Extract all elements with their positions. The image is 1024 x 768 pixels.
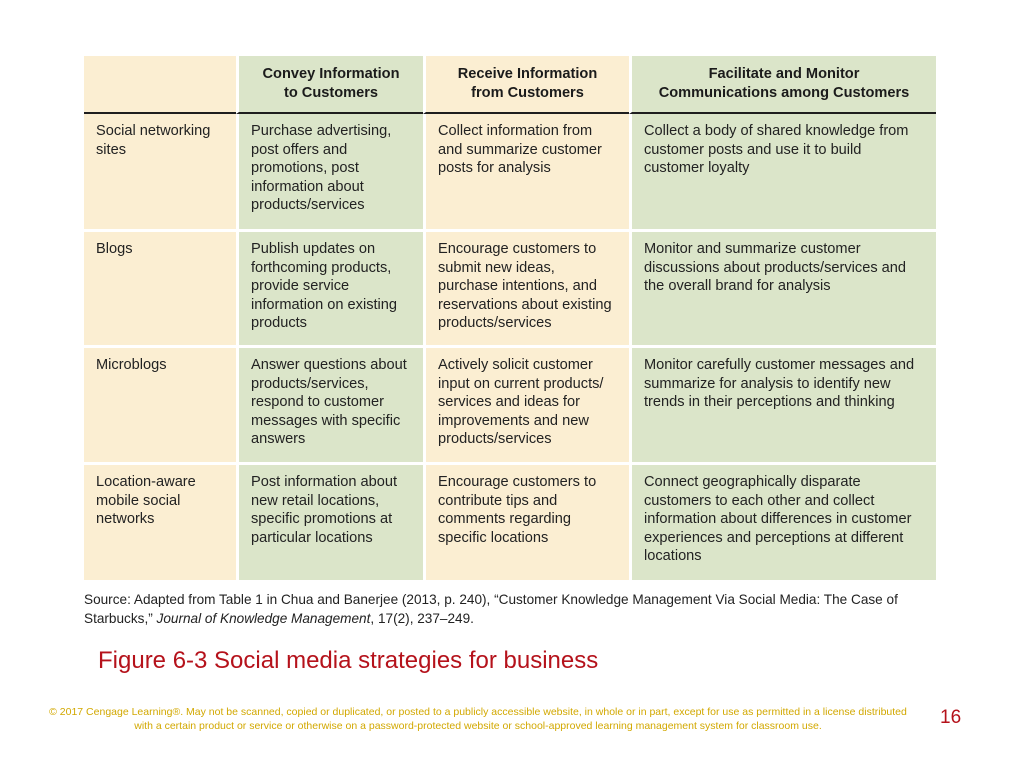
- row-label-location: Location-aware mobile social networks: [84, 462, 236, 580]
- cell-social-convey: Purchase advertising, post offers and promotions, post information about products/services: [236, 114, 423, 229]
- header-facilitate: Facilitate and Monitor Communications among Customers: [629, 56, 936, 114]
- row-label-microblogs: Microblogs: [84, 345, 236, 462]
- header-receive: Receive Information from Customers: [423, 56, 629, 114]
- cell-social-facilitate: Collect a body of shared knowledge from customer posts and use it to build customer loyalty: [629, 114, 936, 229]
- source-prefix: Source: Adapted from Table 1 in Chua and Banerjee (2013, p. 240), “Customer Knowledge Management Via Social Media: The Case of Starbucks,”: [84, 592, 898, 626]
- source-suffix: , 17(2), 237–249.: [370, 611, 474, 626]
- cell-microblogs-facilitate: Monitor carefully customer messages and summarize for analysis to identify new trends in their perceptions and thinking: [629, 345, 936, 462]
- cell-microblogs-receive: Actively solicit customer input on current products/ services and ideas for improvements and new products/services: [423, 345, 629, 462]
- cell-location-convey: Post information about new retail locations, specific promotions at particular locations: [236, 462, 423, 580]
- copyright-notice: © 2017 Cengage Learning®. May not be scanned, copied or duplicated, or posted to a publicly accessible website, in whole or in part, except for use as permitted in a license distributed with a certain product or service or otherwise on a password-protected website or school-approved learning management system for classroom use.: [49, 706, 907, 732]
- cell-blogs-facilitate: Monitor and summarize customer discussions about products/services and the overall brand for analysis: [629, 229, 936, 345]
- figure-table: [84, 56, 936, 628]
- row-label-social: Social networking sites: [84, 114, 236, 229]
- cell-blogs-receive: Encourage customers to submit new ideas, purchase intentions, and reservations about existing products/services: [423, 229, 629, 345]
- source-citation: [84, 590, 940, 628]
- cell-location-receive: Encourage customers to contribute tips and comments regarding specific locations: [423, 462, 629, 580]
- cell-blogs-convey: Publish updates on forthcoming products, provide service information on existing products: [236, 229, 423, 345]
- cell-microblogs-convey: Answer questions about products/services, respond to customer messages with specific answers: [236, 345, 423, 462]
- header-blank: [84, 56, 236, 114]
- page-number: 16: [940, 707, 962, 728]
- cell-location-facilitate: Connect geographically disparate customers to each other and collect information about differences in customer experiences and perceptions at different locations: [629, 462, 936, 580]
- row-label-blogs: Blogs: [84, 229, 236, 345]
- cell-social-receive: Collect information from and summarize customer posts for analysis: [423, 114, 629, 229]
- header-convey: Convey Information to Customers: [236, 56, 423, 114]
- strategy-table: [84, 56, 936, 580]
- figure-caption: Figure 6-3 Social media strategies for business: [98, 647, 599, 674]
- source-journal: Journal of Knowledge Management: [156, 611, 371, 626]
